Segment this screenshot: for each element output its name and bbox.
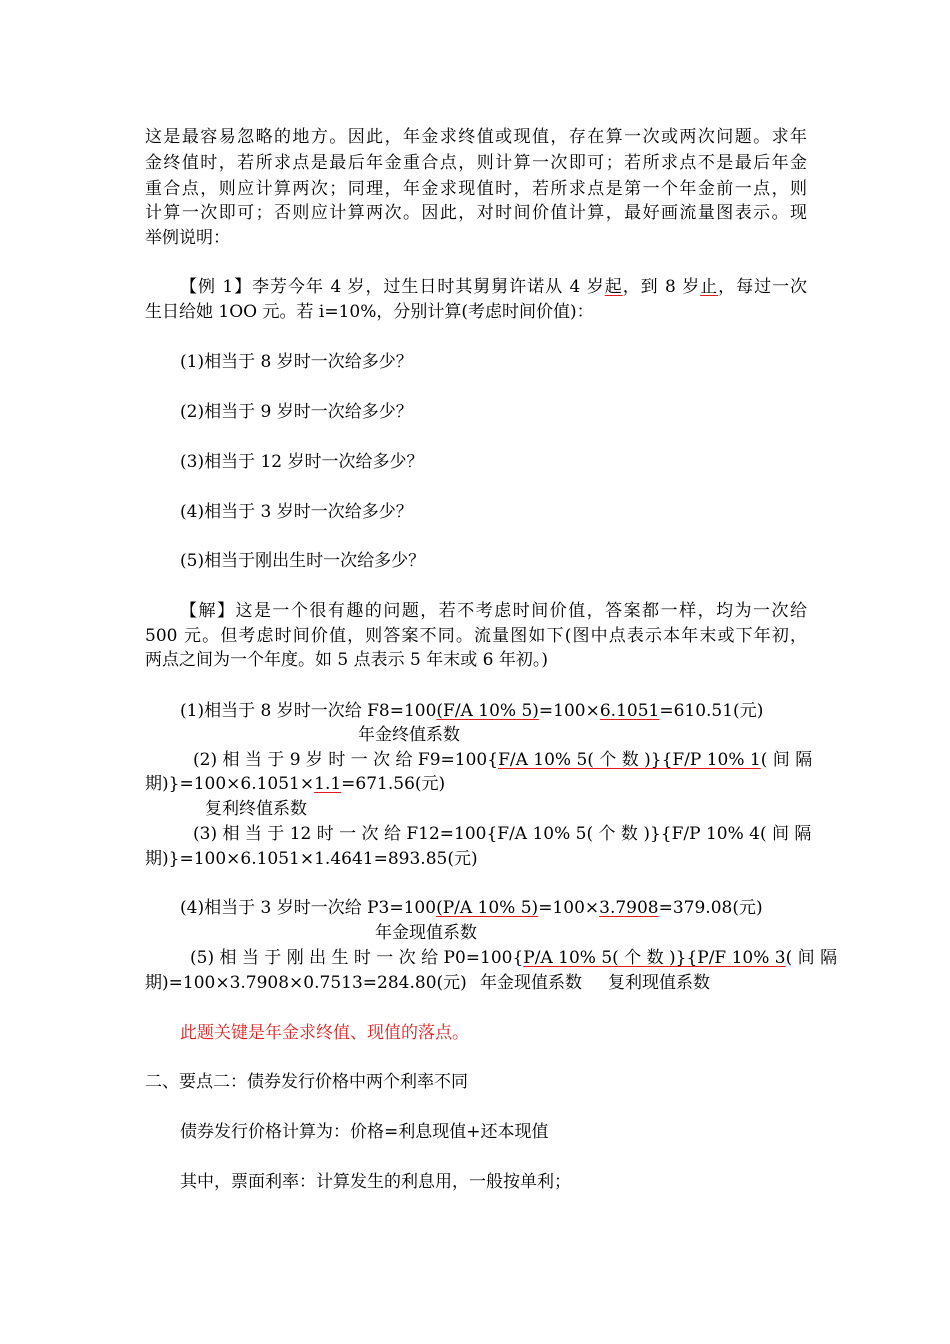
- example-end-word: 止: [700, 277, 719, 297]
- answer-4-coef: 3.7908: [599, 898, 659, 918]
- answer-2-line-2: [145, 772, 807, 796]
- example-text-e: ，每过一次: [718, 277, 808, 297]
- solution-line-3: 两点之间为一个年度。如 5 点表示 5 年末或 6 年初。): [145, 650, 549, 670]
- answer-2-line-1: [193, 748, 813, 772]
- answer-4: [180, 896, 807, 920]
- solution-line-1: 【解】这是一个很有趣的问题，若不考虑时间价值，答案都一样，均为一次给: [180, 601, 807, 621]
- answer-2-factors: F/A 10% 5( 个 数 )}{F/P 10% 1: [498, 750, 761, 770]
- answer-4-factor: (P/A 10% 5): [436, 898, 539, 918]
- section-2-title: 二、要点二：债券发行价格中两个利率不同: [145, 1072, 468, 1092]
- example-start-word: 起: [604, 277, 623, 297]
- key-point: 此题关键是年金求终值、现值的落点。: [180, 1023, 469, 1043]
- intro-line-5: 举例说明：: [145, 228, 230, 248]
- answer-4-text: (4)相当于 3 岁时一次给 P3=100: [180, 898, 437, 918]
- intro-line-2: 金终值时，若所求点是最后年金重合点，则计算一次即可；若所求点不是最后年金: [145, 153, 807, 173]
- answer-4-mult: =100×: [538, 898, 600, 918]
- question-3: (3)相当于 12 岁时一次给多少？: [180, 452, 424, 472]
- example-text-a: 【例 1】李芳今年 4 岁，过生日时其舅舅许诺从 4 岁: [180, 277, 605, 297]
- answer-5-line-2: 期)=100×3.7908×0.7513=284.80(元): [145, 973, 467, 993]
- example-line-2: 生日给她 1OO 元。若 i=10%，分别计算(考虑时间价值)：: [145, 302, 594, 322]
- answer-2-result: =671.56(元): [341, 774, 446, 794]
- answer-3-line-2: 期)}=100×6.1051×1.4641=893.85(元): [145, 849, 478, 869]
- answer-1-text: (1)相当于 8 岁时一次给 F8=100: [180, 701, 437, 721]
- answer-2-note: 复利终值系数: [205, 799, 307, 819]
- example-line-1: [180, 275, 807, 299]
- answer-5-line-1: [190, 946, 838, 970]
- section-2-formula: 债券发行价格计算为：价格=利息现值+还本现值: [180, 1122, 549, 1142]
- answer-1-mult: =100×: [538, 701, 600, 721]
- answer-5-factors: P/A 10% 5( 个 数 )}{P/F 10% 3: [523, 948, 786, 968]
- question-5: (5)相当于刚出生时一次给多少？: [180, 551, 426, 571]
- question-1: (1)相当于 8 岁时一次给多少？: [180, 352, 413, 372]
- answer-2-coef: 1.1: [314, 774, 342, 794]
- answer-5-note-2: 复利现值系数: [608, 973, 710, 993]
- answer-2-interval: ( 间 隔: [760, 750, 813, 770]
- answer-1-coef: 6.1051: [599, 701, 660, 721]
- answer-5-interval: ( 间 隔: [785, 948, 838, 968]
- question-2: (2)相当于 9 岁时一次给多少？: [180, 402, 413, 422]
- answer-5-note-1: 年金现值系数: [480, 973, 582, 993]
- example-text-c: ，到 8 岁: [622, 277, 701, 297]
- solution-line-2: 500 元。但考虑时间价值，则答案不同。流量图如下(图中点表示本年末或下年初，: [145, 626, 807, 646]
- answer-3-line-1: (3) 相 当 于 12 时 一 次 给 F12=100{F/A 10% 5( 个 数 )}{F/P 10% 4( 间 隔: [193, 824, 812, 844]
- answer-4-result: =379.08(元): [658, 898, 763, 918]
- question-4: (4)相当于 3 岁时一次给多少？: [180, 502, 413, 522]
- intro-line-1: 这是最容易忽略的地方。因此，年金求终值或现值，存在算一次或两次问题。求年: [145, 127, 807, 147]
- intro-line-3: 重合点，则应计算两次；同理，年金求现值时，若所求点是第一个年金前一点，则: [145, 179, 807, 199]
- answer-1: [180, 699, 807, 723]
- answer-4-note: 年金现值系数: [375, 923, 477, 943]
- answer-5-text: (5) 相 当 于 刚 出 生 时 一 次 给 P0=100{: [190, 948, 524, 968]
- section-2-rate: 其中，票面利率：计算发生的利息用，一般按单利；: [180, 1172, 571, 1192]
- answer-2-text: (2) 相 当 于 9 岁 时 一 次 给 F9=100{: [193, 750, 499, 770]
- answer-1-note: 年金终值系数: [358, 725, 460, 745]
- answer-2-calc: 期)}=100×6.1051×: [145, 774, 315, 794]
- answer-1-factor: (F/A 10% 5): [436, 701, 539, 721]
- intro-line-4: 计算一次即可；否则应计算两次。因此，对时间价值计算，最好画流量图表示。现: [145, 203, 807, 223]
- answer-1-result: =610.51(元): [659, 701, 764, 721]
